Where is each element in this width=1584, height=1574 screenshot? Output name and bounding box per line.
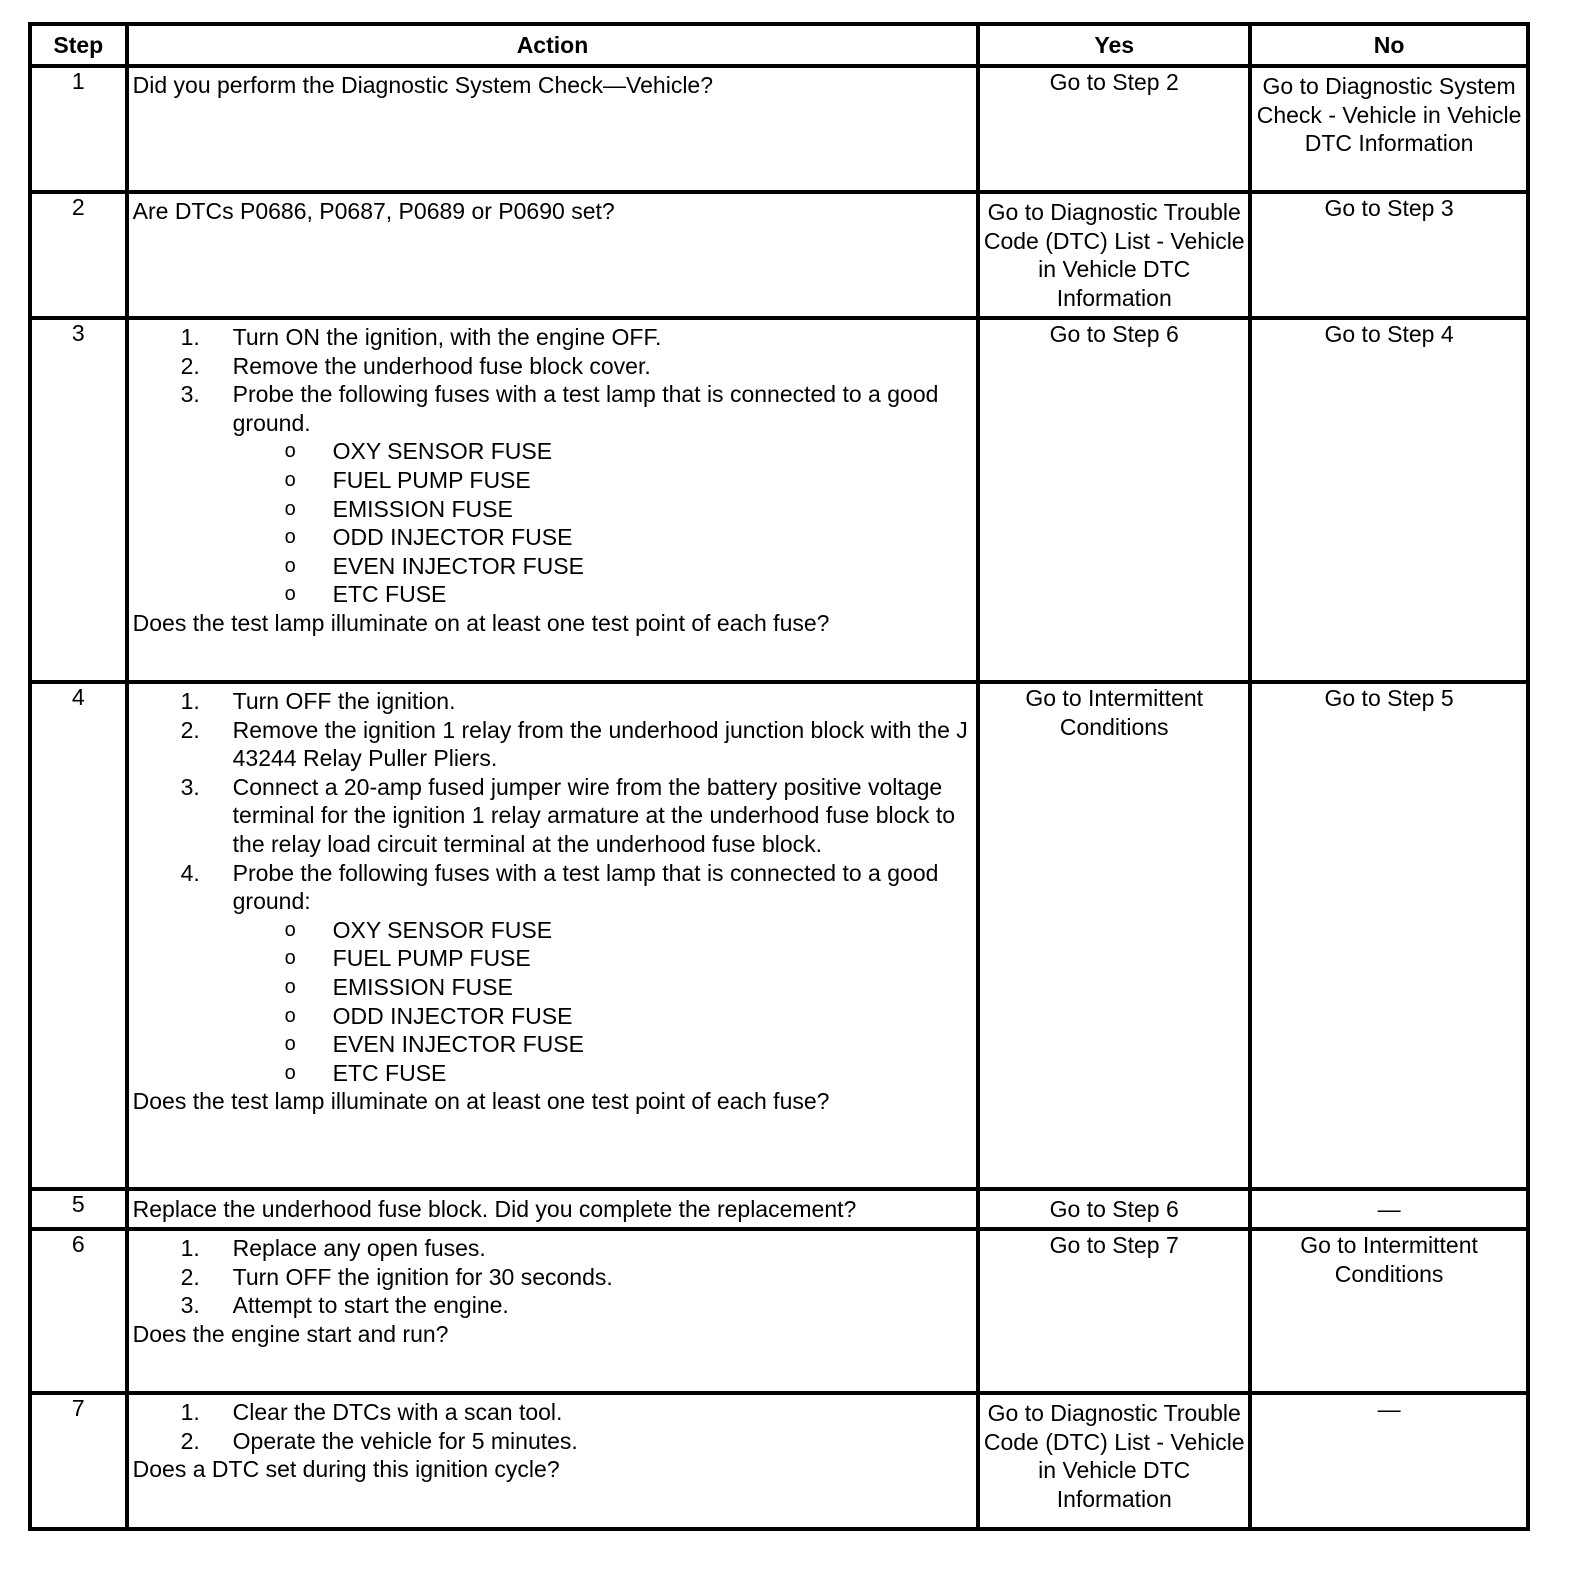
list-item: 3. Connect a 20-amp fused jumper wire from the battery positive voltage terminal for the ignition 1 relay armature at the underhood fuse block to the relay load circuit terminal at the underhood fuse block. <box>180 773 955 857</box>
fuse-item: o ETC FUSE <box>284 581 447 608</box>
action-question: Does a DTC set during this ignition cycle? <box>132 1456 560 1483</box>
action-cell <box>127 682 979 1189</box>
yes-cell: Go to Diagnostic Trouble Code (DTC) List - Vehicle in Vehicle DTC Information <box>978 192 1250 318</box>
table-row <box>30 1393 1528 1529</box>
header-yes: Yes <box>978 24 1250 66</box>
yes-cell: Go to Step 7 <box>978 1229 1250 1393</box>
header-no: No <box>1250 24 1528 66</box>
action-text: Are DTCs P0686, P0687, P0689 or P0690 set? <box>132 198 615 224</box>
action-cell <box>127 1189 979 1229</box>
step-number: 5 <box>30 1189 127 1229</box>
fuse-item: o OXY SENSOR FUSE <box>284 916 553 943</box>
header-row <box>30 24 1528 66</box>
no-cell: Go to Step 4 <box>1250 318 1528 682</box>
yes-cell: Go to Step 6 <box>978 318 1250 682</box>
no-cell: Go to Step 3 <box>1250 192 1528 318</box>
no-cell: — <box>1250 1393 1528 1529</box>
step-list <box>133 687 971 916</box>
yes-cell: Go to Step 2 <box>978 66 1250 192</box>
step-list <box>133 1398 971 1455</box>
table-row <box>30 318 1528 682</box>
action-cell <box>127 192 979 318</box>
list-item: 1. Turn OFF the ignition. <box>180 688 456 714</box>
list-item: 3. Attempt to start the engine. <box>180 1292 509 1319</box>
table-row <box>30 682 1528 1189</box>
fuse-list <box>133 437 971 609</box>
step-list <box>133 323 971 437</box>
action-cell <box>127 318 979 682</box>
step-number: 1 <box>30 66 127 192</box>
action-text: Did you perform the Diagnostic System Check—Vehicle? <box>132 72 714 98</box>
action-question: Does the test lamp illuminate on at least one test point of each fuse? <box>132 609 830 636</box>
no-cell: — <box>1250 1189 1528 1229</box>
yes-cell: Go to Diagnostic Trouble Code (DTC) List - Vehicle in Vehicle DTC Information <box>978 1393 1250 1529</box>
fuse-item: o EMISSION FUSE <box>284 495 513 522</box>
fuse-list <box>133 916 971 1088</box>
fuse-item: o ETC FUSE <box>284 1059 447 1086</box>
no-cell: Go to Intermittent Conditions <box>1250 1229 1528 1393</box>
step-number: 6 <box>30 1229 127 1393</box>
header-step: Step <box>30 24 127 66</box>
step-list <box>133 1234 971 1320</box>
list-item: 2. Remove the ignition 1 relay from the underhood junction block with the J 43244 Relay Puller Pliers. <box>180 716 968 772</box>
list-item: 3. Probe the following fuses with a test lamp that is connected to a good ground. <box>180 381 939 436</box>
fuse-item: o EMISSION FUSE <box>284 973 513 1000</box>
step-number: 4 <box>30 682 127 1189</box>
list-item: 1. Replace any open fuses. <box>180 1235 486 1261</box>
step-number: 7 <box>30 1393 127 1529</box>
table-row <box>30 192 1528 318</box>
no-cell: Go to Diagnostic System Check - Vehicle in Vehicle DTC Information <box>1250 66 1528 192</box>
yes-cell: Go to Step 6 <box>978 1189 1250 1229</box>
fuse-item: o EVEN INJECTOR FUSE <box>284 552 584 579</box>
list-item: 2. Turn OFF the ignition for 30 seconds. <box>180 1263 613 1290</box>
table-row <box>30 1189 1528 1229</box>
table-row <box>30 1229 1528 1393</box>
header-action: Action <box>127 24 979 66</box>
action-text: Replace the underhood fuse block. Did you complete the replacement? <box>132 1195 857 1222</box>
list-item: 1. Clear the DTCs with a scan tool. <box>180 1399 563 1425</box>
step-number: 3 <box>30 318 127 682</box>
list-item: 4. Probe the following fuses with a test lamp that is connected to a good ground: <box>180 859 939 915</box>
fuse-item: o EVEN INJECTOR FUSE <box>284 1031 584 1058</box>
action-question: Does the test lamp illuminate on at least one test point of each fuse? <box>132 1088 830 1115</box>
action-cell <box>127 1229 979 1393</box>
no-cell: Go to Step 5 <box>1250 682 1528 1189</box>
action-question: Does the engine start and run? <box>132 1320 449 1347</box>
list-item: 2. Operate the vehicle for 5 minutes. <box>180 1427 578 1454</box>
fuse-item: o FUEL PUMP FUSE <box>284 466 531 493</box>
fuse-item: o ODD INJECTOR FUSE <box>284 1002 573 1029</box>
step-number: 2 <box>30 192 127 318</box>
fuse-item: o OXY SENSOR FUSE <box>284 438 553 465</box>
list-item: 1. Turn ON the ignition, with the engine OFF. <box>180 324 662 350</box>
diagnostic-table <box>28 22 1530 1531</box>
action-cell <box>127 1393 979 1529</box>
fuse-item: o ODD INJECTOR FUSE <box>284 524 573 551</box>
fuse-item: o FUEL PUMP FUSE <box>284 945 531 972</box>
list-item: 2. Remove the underhood fuse block cover. <box>180 352 651 379</box>
action-cell <box>127 66 979 192</box>
yes-cell: Go to Intermittent Conditions <box>978 682 1250 1189</box>
table-row <box>30 66 1528 192</box>
